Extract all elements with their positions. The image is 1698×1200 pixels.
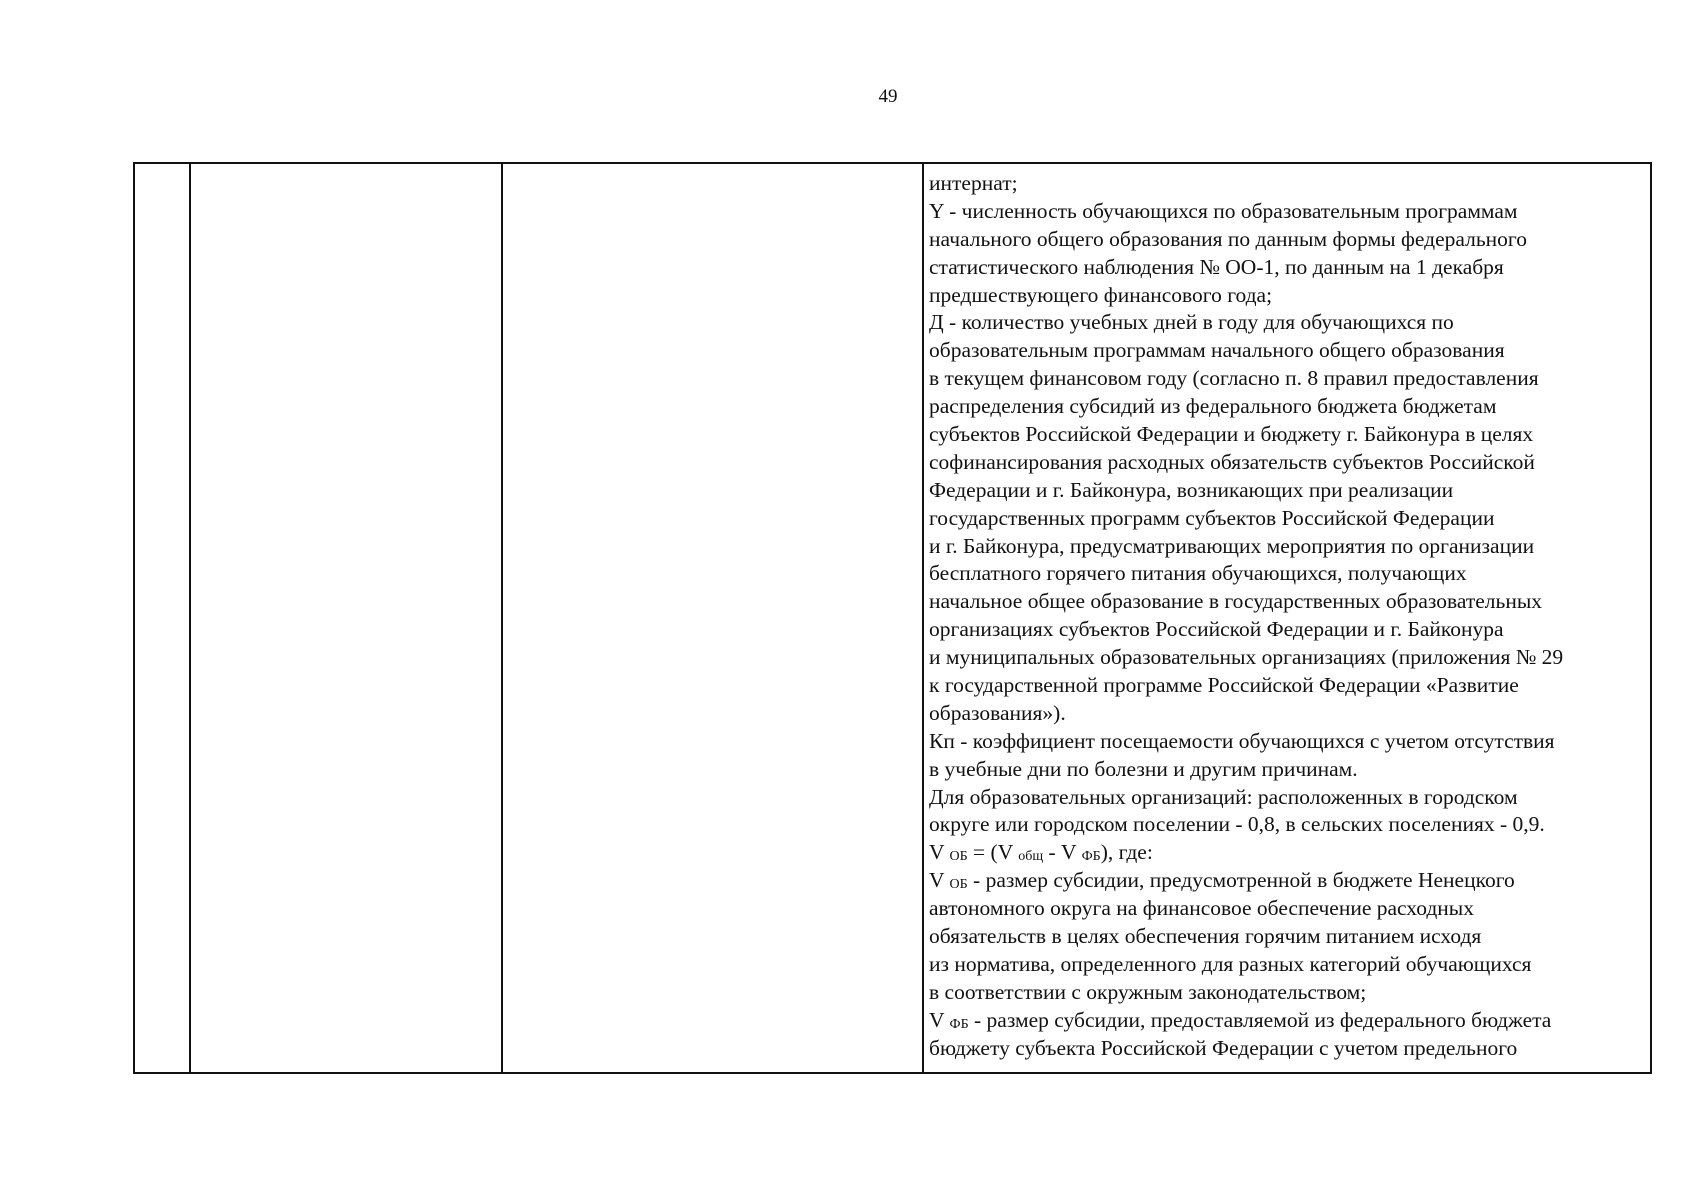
column-divider-1 [189,164,191,1072]
text-line: к государственной программе Российской Федерации «Развитие [929,673,1519,698]
text-line: обязательств в целях обеспечения горячим питанием исходя [929,924,1482,949]
text-line: государственных программ субъектов Российской Федерации [929,505,1495,530]
text-line: статистического наблюдения № ОО-1, по данным на 1 декабря [929,254,1504,279]
text-line: из норматива, определенного для разных категорий обучающихся [929,951,1532,976]
description-lines [929,170,1646,839]
text-line: образования»). [929,700,1066,725]
vob-definition-continuation [929,895,1646,1007]
text-line: Д - количество учебных дней в году для обучающихся по [929,310,1454,335]
text-line: Кп - коэффициент посещаемости обучающихся с учетом отсутствия [929,728,1555,753]
table-cell-description [929,170,1646,1063]
text-line: в учебные дни по болезни и другим причинам. [929,756,1358,781]
text-line: предшествующего финансового года; [929,282,1273,307]
text-line: софинансирования расходных обязательств субъектов Российской [929,449,1535,474]
text-line: субъектов Российской Федерации и бюджету г. Байконура в целях [929,422,1534,447]
column-divider-2 [501,164,503,1072]
vfb-definition-line: V ФБ - размер субсидии, предоставляемой из федерального бюджета [929,1007,1552,1032]
text-line: автономного округа на финансовое обеспечение расходных [929,896,1475,921]
text-line: и муниципальных образовательных организациях (приложения № 29 [929,645,1564,670]
text-line: бюджету субъекта Российской Федерации с учетом предельного [929,1035,1518,1060]
text-line: начального общего образования по данным формы федерального [929,226,1527,251]
text-line: Для образовательных организаций: расположенных в городском [929,784,1518,809]
text-line: и г. Байконура, предусматривающих мероприятия по организации [929,533,1535,558]
text-line: начальное общее образование в государственных образовательных [929,589,1543,614]
text-line: бесплатного горячего питания обучающихся, получающих [929,561,1467,586]
page-number: 49 [878,86,898,107]
vfb-definition-continuation [929,1035,1646,1063]
text-line: образовательным программам начального общего образования [929,338,1505,363]
document-table [133,162,1652,1074]
text-line: Y - численность обучающихся по образовательным программам [929,198,1518,223]
text-line: в соответствии с окружным законодательством; [929,979,1367,1004]
column-divider-3 [922,164,924,1072]
text-line: организациях субъектов Российской Федерации и г. Байконура [929,617,1504,642]
text-line: интернат; [929,171,1018,195]
text-line: в текущем финансовом году (согласно п. 8 правил предоставления [929,366,1539,391]
formula-line: V ОБ = (V общ - V ФБ), где: [929,840,1153,865]
text-line: округе или городском поселении - 0,8, в сельских поселениях - 0,9. [929,812,1545,837]
text-line: распределения субсидий из федерального бюджета бюджетам [929,394,1497,419]
vob-definition-line: V ОБ - размер субсидии, предусмотренной в бюджете Ненецкого [929,868,1515,893]
text-line: Федерации и г. Байконура, возникающих при реализации [929,477,1454,502]
